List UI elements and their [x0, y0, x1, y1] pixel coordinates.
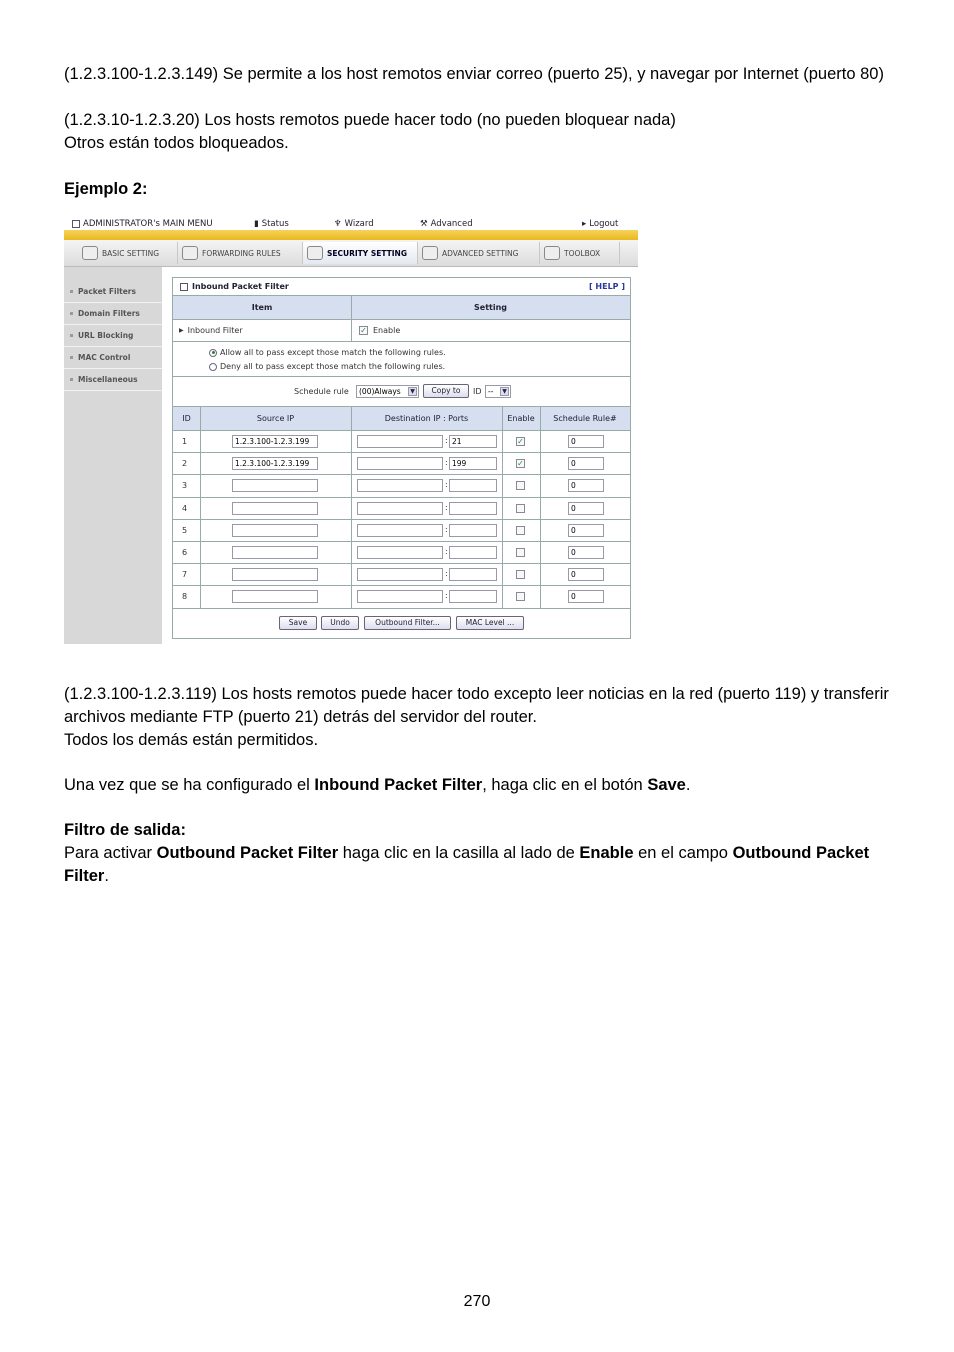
panel-title-text: Inbound Packet Filter: [192, 282, 289, 291]
status-icon: ▮: [254, 219, 259, 229]
schedule-rule-input[interactable]: 0: [568, 590, 604, 603]
square-icon: [72, 220, 80, 228]
source-ip-input[interactable]: 1.2.3.100-1.2.3.199: [232, 435, 318, 448]
config-note-mid: , haga clic en el botón: [482, 776, 648, 794]
inbound-filter-label: [179, 320, 243, 341]
table-row: [173, 586, 630, 608]
table-row: [173, 453, 630, 475]
tab-advanced-setting[interactable]: [418, 242, 540, 264]
sidebar-item-label: Domain Filters: [78, 309, 140, 318]
chevron-down-icon: ▼: [408, 387, 417, 396]
after-line-2: Todos los demás están permitidos.: [64, 731, 319, 749]
arrow-right-icon: ▸: [582, 219, 587, 229]
tab-security-setting[interactable]: [303, 242, 418, 264]
config-note-bold-2: Save: [647, 776, 686, 794]
outbound-bold-3: Outbound Packet Filter: [64, 844, 870, 885]
sidebar-item-domain-filters[interactable]: [64, 303, 162, 325]
security-setting-icon: [307, 246, 323, 260]
save-button[interactable]: Save: [279, 616, 317, 630]
copy-to-button[interactable]: Copy to: [423, 384, 469, 398]
sidebar-item-miscellaneous[interactable]: [64, 369, 162, 391]
destination-ip-input[interactable]: [357, 524, 443, 537]
chevron-down-icon: ▼: [500, 387, 509, 396]
status-link[interactable]: [254, 219, 289, 229]
rule-enable-checkbox[interactable]: [516, 526, 525, 535]
port-separator: :: [445, 569, 448, 579]
main-tab-bar: [64, 240, 638, 267]
rule-enable-checkbox[interactable]: [516, 481, 525, 490]
intro-line-3: Otros están todos bloqueados.: [64, 134, 289, 152]
intro-line-1: (1.2.3.100-1.2.3.149) Se permite a los host remotos enviar correo (puerto 25), y navegar por Internet (puerto 80): [64, 65, 884, 83]
schedule-label: Schedule rule: [294, 387, 349, 396]
schedule-rule-input[interactable]: 0: [568, 568, 604, 581]
sidebar-item-label: Miscellaneous: [78, 375, 138, 384]
port-input[interactable]: 21: [449, 435, 497, 448]
destination-ip-input[interactable]: [357, 435, 443, 448]
port-input[interactable]: [449, 524, 497, 537]
source-ip-input[interactable]: [232, 568, 318, 581]
config-note: [64, 774, 894, 797]
bullet-icon: [70, 356, 73, 359]
policy-radio-row: [173, 342, 630, 377]
enable-label: Enable: [373, 326, 401, 335]
rule-enable-checkbox[interactable]: [516, 548, 525, 557]
main-menu-label: ADMINISTRATOR's MAIN MENU: [83, 219, 213, 229]
basic-setting-icon: [82, 246, 98, 260]
outbound-mid-1: haga clic en la casilla al lado de: [338, 844, 580, 862]
advanced-setting-icon: [422, 246, 438, 260]
panel-title: [180, 278, 289, 295]
outbound-post: .: [104, 867, 109, 885]
source-ip-input[interactable]: [232, 590, 318, 603]
enable-column-header: Enable: [507, 414, 535, 423]
radio-allow[interactable]: [209, 349, 217, 357]
radio-deny-option[interactable]: [209, 362, 445, 371]
radio-allow-option[interactable]: [209, 348, 446, 357]
id-label: ID: [473, 387, 482, 396]
sidebar-item-label: URL Blocking: [78, 331, 134, 340]
rule-enable-checkbox[interactable]: ✓: [517, 437, 524, 446]
button-row: [173, 608, 630, 638]
config-note-post: .: [685, 776, 691, 794]
schedule-rule-input[interactable]: 0: [568, 502, 604, 515]
schedule-row: [173, 377, 630, 407]
status-label: Status: [261, 219, 289, 229]
port-separator: :: [445, 480, 448, 490]
logout-label: Logout: [589, 219, 619, 229]
tab-label: SECURITY SETTING: [327, 248, 407, 258]
outbound-paragraph: [64, 842, 894, 888]
port-separator: :: [445, 458, 448, 468]
sidebar: [64, 267, 162, 644]
outbound-heading: Filtro de salida:: [64, 821, 186, 839]
table-row: [173, 520, 630, 542]
inbound-filter-panel: [172, 277, 631, 639]
logout-link[interactable]: [582, 219, 618, 229]
advanced-label: Advanced: [430, 219, 473, 229]
port-input[interactable]: [449, 590, 497, 603]
item-setting-header: [173, 296, 630, 320]
tab-toolbox[interactable]: [540, 242, 620, 264]
inbound-enable-checkbox[interactable]: ✓: [360, 326, 367, 335]
schedule-select[interactable]: [356, 385, 419, 398]
advanced-link[interactable]: [420, 219, 473, 229]
port-separator: :: [445, 436, 448, 445]
outbound-bold-1: Outbound Packet Filter: [156, 844, 339, 862]
square-icon: [180, 283, 188, 291]
destination-ip-input[interactable]: [357, 479, 443, 492]
port-input[interactable]: [449, 479, 497, 492]
bullet-icon: [70, 334, 73, 337]
outbound-pre: Para activar: [64, 844, 157, 862]
rule-id: 6: [182, 548, 188, 558]
table-row: [173, 564, 630, 586]
setting-header: Setting: [474, 303, 507, 312]
source-ip-input[interactable]: [232, 502, 318, 515]
radio-deny-label: Deny all to pass except those match the following rules.: [220, 362, 446, 371]
rule-id: 5: [182, 525, 188, 535]
advanced-icon: ⚒: [420, 219, 428, 229]
wizard-link[interactable]: [334, 219, 374, 229]
panel-title-row: [173, 278, 630, 296]
source-ip-column-header: Source IP: [256, 414, 295, 423]
radio-deny[interactable]: [209, 363, 217, 371]
schedule-rule-input[interactable]: 0: [568, 435, 604, 448]
tab-label: FORWARDING RULES: [202, 248, 281, 258]
undo-button[interactable]: Undo: [321, 616, 359, 630]
router-ui-screenshot: [64, 218, 638, 644]
port-input[interactable]: [449, 568, 497, 581]
rule-id: 1: [182, 437, 188, 447]
table-row: [173, 431, 630, 453]
main-menu-link[interactable]: [72, 219, 213, 229]
rule-id: 3: [182, 481, 188, 491]
destination-ip-input[interactable]: [357, 502, 443, 515]
destination-ip-input[interactable]: [357, 457, 443, 470]
sidebar-item-packet-filters[interactable]: [64, 281, 162, 303]
schedule-select-value: (00)Always: [359, 387, 401, 396]
schedule-rule-input[interactable]: 0: [568, 457, 604, 470]
port-separator: :: [445, 591, 448, 601]
rule-enable-checkbox[interactable]: [516, 504, 525, 513]
rule-id: 7: [182, 570, 188, 580]
id-select[interactable]: [485, 385, 511, 398]
destination-ip-input[interactable]: [357, 546, 443, 559]
id-select-value: --: [488, 387, 494, 396]
rule-enable-checkbox[interactable]: [516, 570, 525, 579]
mac-level-button[interactable]: MAC Level ...: [456, 616, 524, 630]
sidebar-item-url-blocking[interactable]: [64, 325, 162, 347]
wizard-label: Wizard: [344, 219, 374, 229]
rule-enable-checkbox[interactable]: [516, 592, 525, 601]
config-note-bold-1: Inbound Packet Filter: [314, 776, 483, 794]
rule-id: 2: [182, 459, 188, 469]
bullet-icon: [70, 290, 73, 293]
outbound-filter-button[interactable]: Outbound Filter...: [364, 616, 451, 630]
outbound-bold-2: Enable: [579, 844, 634, 862]
example-heading: Ejemplo 2:: [64, 180, 148, 198]
inbound-filter-text: Inbound Filter: [187, 326, 243, 335]
source-ip-input[interactable]: [232, 479, 318, 492]
bullet-icon: [70, 378, 73, 381]
schedule-rule-input[interactable]: 0: [568, 524, 604, 537]
tab-label: TOOLBOX: [564, 248, 601, 258]
config-note-pre: Una vez que se ha configurado el: [64, 776, 315, 794]
gold-divider-bar: [64, 230, 638, 240]
destination-ip-input[interactable]: [357, 568, 443, 581]
source-ip-input[interactable]: [232, 546, 318, 559]
sidebar-item-label: MAC Control: [78, 353, 131, 362]
triangle-icon: ▶: [179, 327, 184, 334]
help-link[interactable]: [ HELP ]: [588, 282, 625, 291]
port-input[interactable]: [449, 546, 497, 559]
bullet-icon: [70, 312, 73, 315]
sidebar-item-label: Packet Filters: [78, 287, 136, 296]
table-row: [173, 542, 630, 564]
port-input[interactable]: 199: [449, 457, 497, 470]
rule-id: 8: [182, 592, 188, 602]
table-row: [173, 475, 630, 497]
port-separator: :: [445, 502, 448, 512]
schedule-rule-input[interactable]: 0: [568, 479, 604, 492]
outbound-mid-2: en el campo: [633, 844, 733, 862]
port-separator: :: [445, 524, 448, 534]
after-line-1: (1.2.3.100-1.2.3.119) Los hosts remotos puede hacer todo excepto leer noticias en la red (puerto 119) y transferir archivos mediante FTP (puerto 21) detrás del servidor del router.: [64, 685, 889, 726]
forwarding-rules-icon: [182, 246, 198, 260]
port-separator: :: [445, 547, 448, 556]
tab-label: ADVANCED SETTING: [442, 248, 519, 258]
inbound-filter-row: [173, 320, 630, 342]
table-row: [173, 498, 630, 520]
radio-allow-label: Allow all to pass except those match the following rules.: [220, 348, 446, 357]
sidebar-item-mac-control[interactable]: [64, 347, 162, 369]
item-header: Item: [251, 303, 273, 312]
id-column-header: ID: [182, 414, 191, 423]
destination-column-header: Destination IP : Ports: [384, 414, 469, 423]
tab-forwarding-rules[interactable]: [178, 242, 303, 264]
intro-line-2: (1.2.3.10-1.2.3.20) Los hosts remotos puede hacer todo (no pueden bloquear nada): [64, 111, 676, 129]
rule-enable-checkbox[interactable]: ✓: [517, 459, 524, 469]
source-ip-input[interactable]: 1.2.3.100-1.2.3.199: [232, 457, 318, 470]
toolbox-icon: [544, 246, 560, 260]
page-number: 270: [463, 1293, 491, 1310]
tab-basic-setting[interactable]: [78, 242, 178, 264]
schedule-column-header: Schedule Rule#: [553, 414, 617, 423]
port-input[interactable]: [449, 502, 497, 515]
tab-label: BASIC SETTING: [102, 248, 160, 258]
schedule-rule-input[interactable]: 0: [568, 546, 604, 559]
rules-header: [173, 407, 630, 431]
destination-ip-input[interactable]: [357, 590, 443, 603]
wizard-icon: ♆: [334, 219, 342, 229]
rule-id: 4: [182, 503, 188, 513]
source-ip-input[interactable]: [232, 524, 318, 537]
